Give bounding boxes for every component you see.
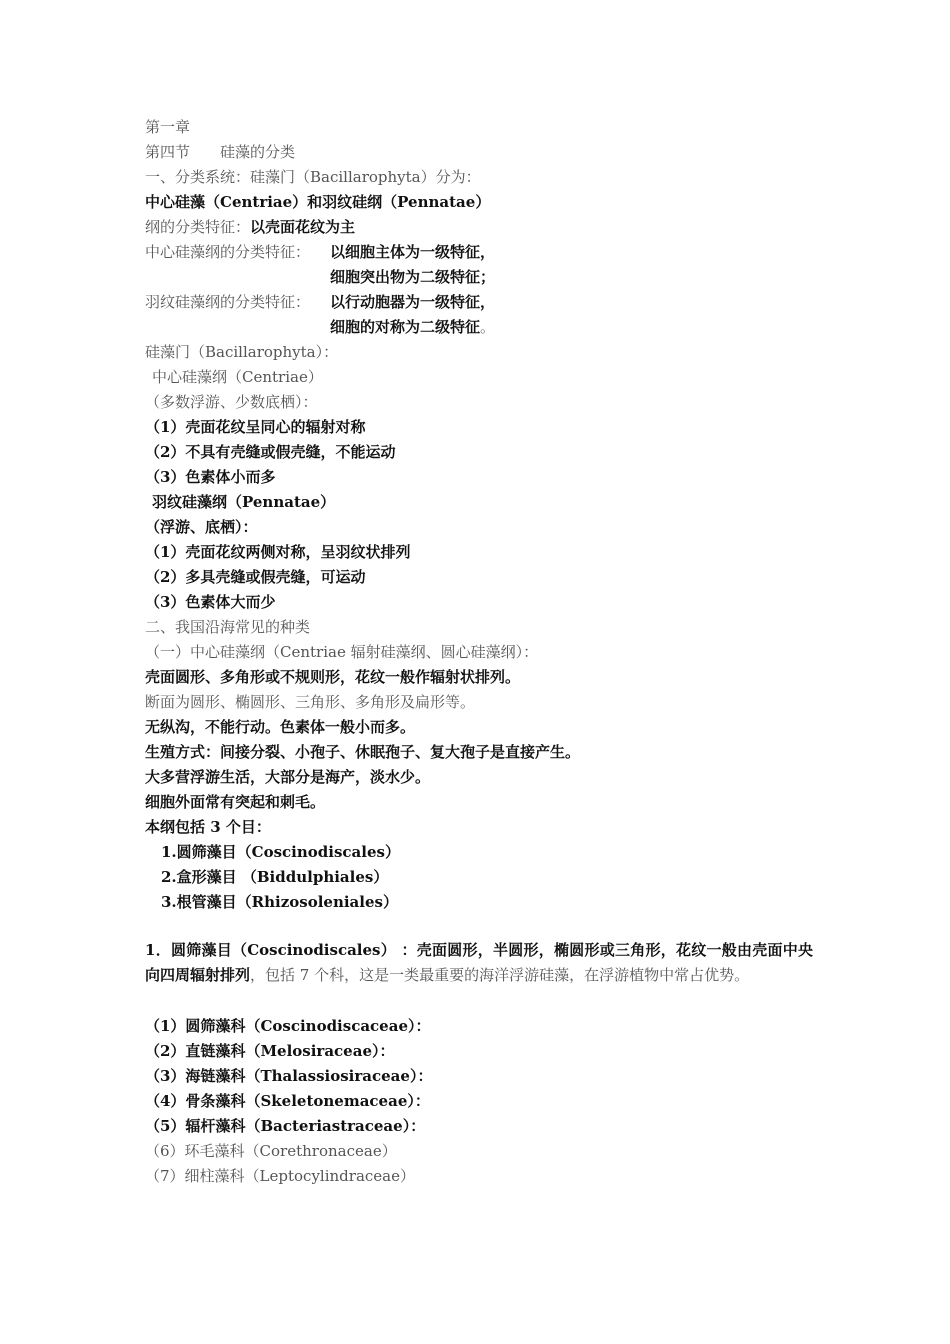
coscinodiscales-paragraph-rest: ，包括 7 个科，这是一类最重要的海洋浮游硅藻，在浮游植物中常占优势。 [250,965,750,984]
centriae-habitat: （多数浮游、少数底栖）： [145,393,318,411]
pennatae-feature-label: 羽纹硅藻纲的分类特征： [145,293,311,311]
centriae-trait-1: （1）壳面花纹呈同心的辐射对称 [145,418,366,436]
centriae-feature-primary: 以细胞主体为一级特征， [330,243,496,261]
order-item-3: 3.根管藻目（Rhizosoleniales） [161,893,398,911]
pennatae-feature-secondary-period: 。 [480,318,496,336]
pennatae-feature-secondary [330,317,495,337]
pennatae-feature-primary: 以行动胞器为一级特征， [330,293,496,311]
pennatae-feature-secondary-text: 细胞的对称为二级特征 [330,318,481,336]
reproduction-line: 生殖方式：间接分裂、小孢子、休眠孢子、复大孢子是直接产生。 [145,743,581,761]
class-feature-line [145,217,355,237]
pennatae-trait-1: （1）壳面花纹两侧对称，呈羽纹状排列 [145,543,411,561]
pennatae-habitat: （浮游、底栖）： [145,518,258,536]
family-item-4: （4）骨条藻科（Skeletonemaceae）： [145,1092,430,1110]
family-item-1: （1）圆筛藻科（Coscinodiscaceae）： [145,1017,431,1035]
centriae-trait-2: （2）不具有壳缝或假壳缝，不能运动 [145,443,396,461]
pennatae-feature-line [145,292,645,312]
centriae-feature-secondary: 细胞突出物为二级特征； [330,268,496,286]
pennatae-trait-3: （3）色素体大而少 [145,593,276,611]
centriae-feature-label: 中心硅藻纲的分类特征： [145,243,311,261]
chapter-heading: 第一章 [145,118,191,136]
no-raphe-line: 无纵沟，不能行动。色素体一般小而多。 [145,718,416,736]
cross-section-line: 断面为圆形、椭圆形、三角形、多角形及扁形等。 [145,693,476,711]
coscinodiscales-paragraph [145,938,813,988]
pennatae-heading: 羽纹硅藻纲（Pennatae） [152,493,336,511]
centriae-heading: 中心硅藻纲（Centriae） [152,368,323,386]
habitat-line: 大多营浮游生活，大部分是海产，淡水少。 [145,768,431,786]
pennatae-trait-2: （2）多具壳缝或假壳缝，可运动 [145,568,366,586]
common-species-heading: 二、我国沿海常见的种类 [145,618,311,636]
orders-count-line: 本纲包括 3 个目： [145,818,271,836]
family-item-2: （2）直链藻科（Melosiraceae）： [145,1042,395,1060]
class-feature-value: 以壳面花纹为主 [250,218,356,236]
valve-shape-line: 壳面圆形、多角形或不规则形，花纹一般作辐射状排列。 [145,668,521,686]
centriae-feature-line [145,242,645,262]
coscinodiscales-paragraph-bold: 1．圆筛藻目（Coscinodiscales） ：壳面圆形，半圆形，椭圆形或三角形，花纹一般由壳面中央向四周辐射排列 [145,941,813,984]
phylum-heading: 硅藻门（Bacillarophyta）： [145,343,339,361]
order-item-1: 1.圆筛藻目（Coscinodiscales） [161,843,400,861]
centriae-subsection-heading: （一）中心硅藻纲（Centriae 辐射硅藻纲、圆心硅藻纲）： [145,643,539,661]
order-item-2: 2.盒形藻目 （Biddulphiales） [161,868,389,886]
family-item-3: （3）海链藻科（Thalassiosiraceae）： [145,1067,433,1085]
class-feature-label: 纲的分类特征： [145,218,251,236]
section-heading: 第四节 硅藻的分类 [145,143,296,161]
two-classes-line: 中心硅藻（Centriae）和羽纹硅纲（Pennatae） [145,193,491,211]
family-item-7: （7）细柱藻科（Leptocylindraceae） [145,1167,415,1185]
classification-system-line: 一、分类系统：硅藻门（Bacillarophyta）分为： [145,168,481,186]
centriae-trait-3: （3）色素体小而多 [145,468,276,486]
processes-line: 细胞外面常有突起和刺毛。 [145,793,326,811]
family-item-6: （6）环毛藻科（Corethronaceae） [145,1142,397,1160]
family-item-5: （5）辐杆藻科（Bacteriastraceae）： [145,1117,426,1135]
